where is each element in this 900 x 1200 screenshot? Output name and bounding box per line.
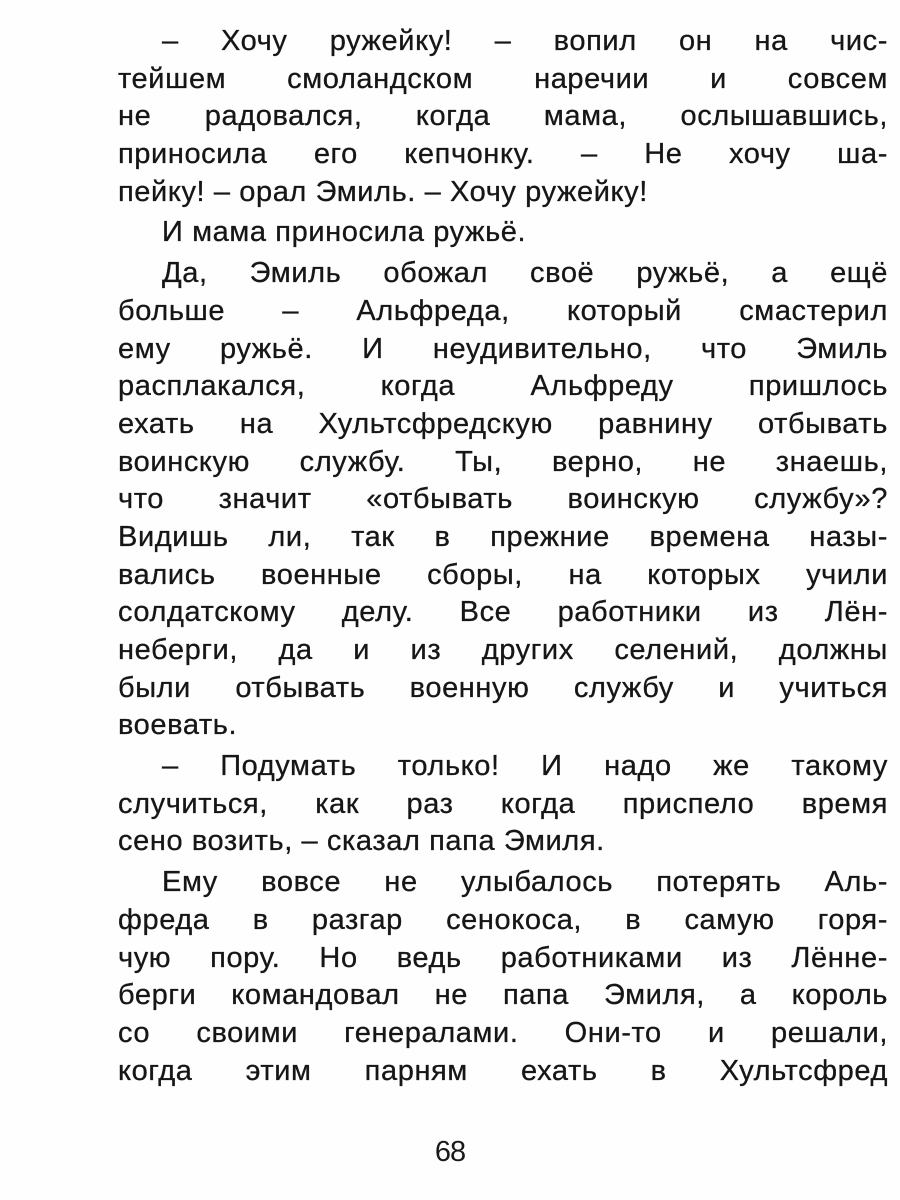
text-line: пейку! – орал Эмиль. – Хочу ружейку! — [118, 175, 648, 208]
text-line: были отбывать военную службу и учиться — [118, 671, 888, 704]
text-line: неберги, да и из других селений, должны — [118, 634, 888, 666]
text-line: случиться, как раз когда приспело время — [118, 787, 888, 820]
text-line: ехать на Хультсфредскую равнину отбывать — [118, 407, 888, 440]
text-line: приносила его кепчонку. – Не хочу ша- — [118, 138, 888, 171]
text-line: когда этим парням ехать в Хультсфред — [118, 1054, 888, 1087]
text-line: И мама приносила ружьё. — [162, 216, 527, 249]
text-line: ему ружьё. И неудивительно, что Эмиль — [118, 332, 888, 365]
paragraph — [118, 214, 888, 252]
text-line: больше – Альфреда, который смастерил — [118, 294, 888, 327]
text-line: не радовался, когда мама, ослышавшись, — [118, 100, 888, 133]
text-line: Видишь ли, так в прежние времена назы- — [118, 520, 888, 553]
text-line: воинскую службу. Ты, верно, не знаешь, — [118, 445, 888, 478]
text-line: что значит «отбывать воинскую службу»? — [118, 483, 888, 516]
text-line: – Хочу ружейку! – вопил он на чис- — [162, 25, 888, 57]
text-line: воевать. — [118, 709, 238, 742]
paragraph — [118, 255, 888, 745]
paragraph — [118, 864, 888, 1090]
text-line: вались военные сборы, на которых учили — [118, 558, 888, 591]
paragraph — [118, 23, 888, 211]
page-body-text — [118, 20, 888, 1090]
text-line: со своими генералами. Они-то и решали, — [118, 1016, 888, 1049]
text-line: Да, Эмиль обожал своё ружьё, а ещё — [162, 257, 888, 290]
text-line: – Подумать только! И надо же такому — [162, 750, 888, 783]
text-line: сено возить, – сказал папа Эмиля. — [118, 825, 605, 858]
text-line: солдатскому делу. Все работники из Лён- — [118, 596, 888, 629]
page-number: 68 — [434, 1136, 466, 1168]
text-line: расплакался, когда Альфреду пришлось — [118, 370, 888, 403]
text-line: фреда в разгар сенокоса, в самую горя- — [118, 903, 888, 936]
text-line: чую пору. Но ведь работниками из Лённе- — [118, 941, 888, 974]
paragraph — [118, 748, 888, 861]
text-line: Ему вовсе не улыбалось потерять Аль- — [162, 866, 888, 899]
text-line: берги командовал не папа Эмиля, а король — [118, 979, 888, 1012]
text-line: тейшем смоландском наречии и совсем — [118, 62, 888, 95]
